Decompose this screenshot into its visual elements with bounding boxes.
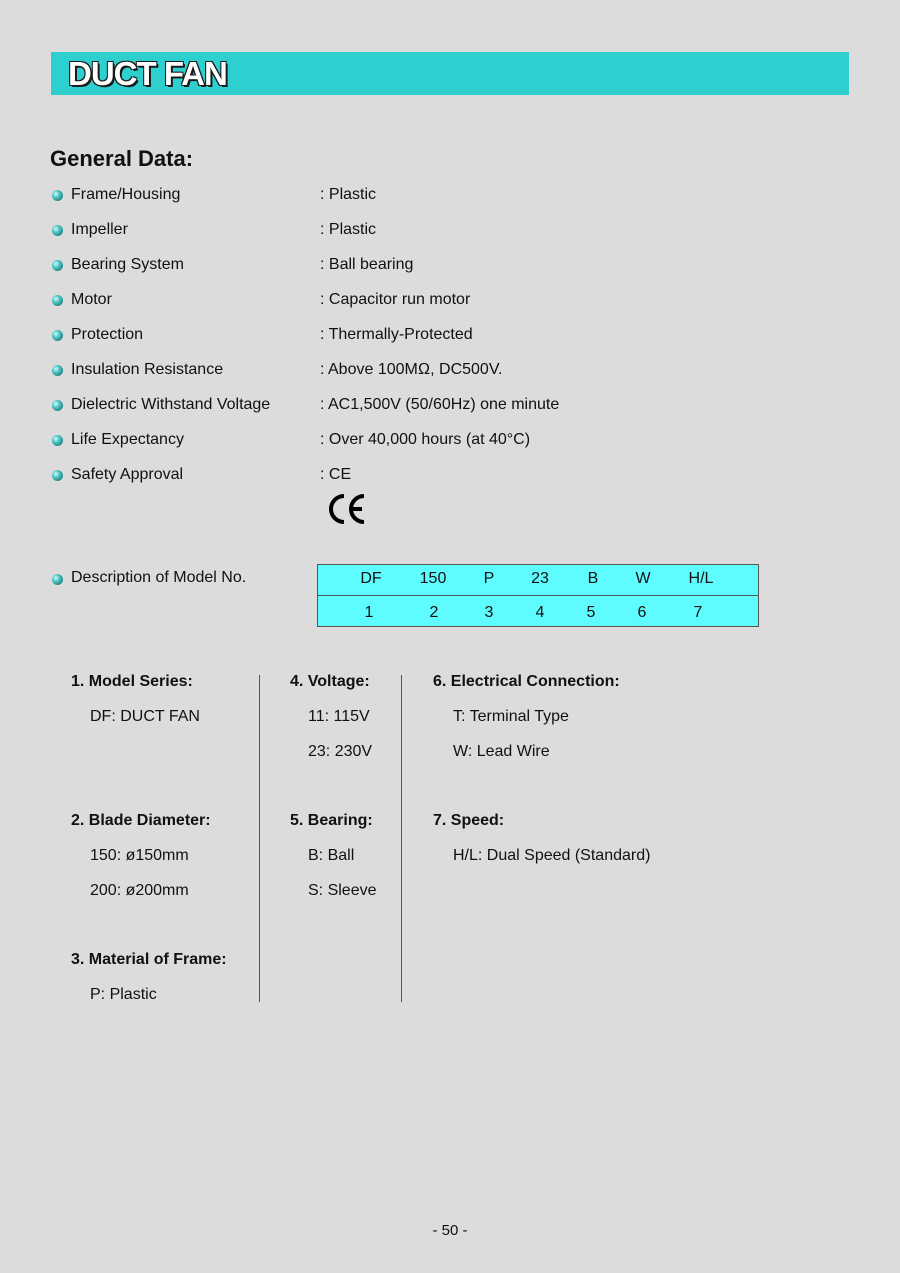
spec-label: Bearing System xyxy=(71,256,184,273)
spec-row xyxy=(50,219,750,254)
spec-row xyxy=(50,289,750,324)
model-index-cell: 2 xyxy=(429,604,439,621)
general-data-heading: General Data: xyxy=(50,146,194,171)
connection-heading: 6. Electrical Connection: xyxy=(433,673,620,690)
spec-value: : Capacitor run motor xyxy=(320,291,471,308)
model-code-cell: H/L xyxy=(688,570,714,587)
page-title: DUCT FAN xyxy=(68,55,227,92)
spec-row xyxy=(50,394,750,429)
page-number: - 50 - xyxy=(432,1222,468,1239)
model-series-heading: 1. Model Series: xyxy=(71,673,193,690)
bullet-icon xyxy=(52,470,63,481)
speed-heading: 7. Speed: xyxy=(433,812,505,829)
material-item: P: Plastic xyxy=(90,986,157,1003)
model-code-cell: DF xyxy=(360,570,382,587)
spec-value: : Ball bearing xyxy=(320,256,414,273)
model-code-cell: W xyxy=(635,570,651,587)
model-label-text: Description of Model No. xyxy=(71,569,247,586)
model-index-cell: 4 xyxy=(535,604,545,621)
table-divider xyxy=(318,595,758,596)
blade-diameter-heading: 2. Blade Diameter: xyxy=(71,812,211,829)
model-code-cell: B xyxy=(587,570,599,587)
spec-row xyxy=(50,359,750,394)
speed-item: H/L: Dual Speed (Standard) xyxy=(453,847,651,864)
bullet-icon xyxy=(52,190,63,201)
model-code-cell: 150 xyxy=(419,570,447,587)
column-divider xyxy=(259,675,260,1002)
model-index-cell: 7 xyxy=(693,604,703,621)
header-banner xyxy=(51,52,849,95)
connection-item: T: Terminal Type xyxy=(453,708,569,725)
spec-value: : Over 40,000 hours (at 40°C) xyxy=(320,431,531,448)
spec-value: : CE xyxy=(320,466,352,483)
bullet-icon xyxy=(52,574,63,585)
model-index-cell: 3 xyxy=(484,604,494,621)
spec-label: Life Expectancy xyxy=(71,431,184,448)
bullet-icon xyxy=(52,435,63,446)
spec-value: : Plastic xyxy=(320,186,377,203)
model-number-table xyxy=(317,564,759,627)
spec-value: : Plastic xyxy=(320,221,377,238)
bearing-item: S: Sleeve xyxy=(308,882,377,899)
bullet-icon xyxy=(52,400,63,411)
blade-diameter-item: 200: ø200mm xyxy=(90,882,189,899)
spec-label: Safety Approval xyxy=(71,466,184,483)
voltage-item: 11: 115V xyxy=(308,708,370,725)
spec-label: Impeller xyxy=(71,221,128,238)
material-heading: 3. Material of Frame: xyxy=(71,951,227,968)
voltage-item: 23: 230V xyxy=(308,743,373,760)
bullet-icon xyxy=(52,365,63,376)
spec-row xyxy=(50,464,750,499)
spec-value: : AC1,500V (50/60Hz) one minute xyxy=(320,396,560,413)
blade-diameter-item: 150: ø150mm xyxy=(90,847,189,864)
spec-value: : Thermally-Protected xyxy=(320,326,473,343)
spec-row xyxy=(50,429,750,464)
model-index-cell: 6 xyxy=(637,604,647,621)
spec-value: : Above 100MΩ, DC500V. xyxy=(320,361,503,378)
bullet-icon xyxy=(52,295,63,306)
spec-label: Motor xyxy=(71,291,112,308)
spec-label: Protection xyxy=(71,326,144,343)
spec-row xyxy=(50,254,750,289)
spec-list xyxy=(50,184,750,499)
spec-row xyxy=(50,184,750,219)
bullet-icon xyxy=(52,260,63,271)
spec-label: Insulation Resistance xyxy=(71,361,224,378)
spec-label: Dielectric Withstand Voltage xyxy=(71,396,271,413)
bearing-item: B: Ball xyxy=(308,847,355,864)
bullet-icon xyxy=(52,330,63,341)
model-index-cell: 5 xyxy=(586,604,596,621)
column-divider xyxy=(401,675,402,1002)
voltage-heading: 4. Voltage: xyxy=(290,673,370,690)
model-code-cell: 23 xyxy=(531,570,549,587)
bullet-icon xyxy=(52,225,63,236)
model-index-cell: 1 xyxy=(364,604,374,621)
model-code-cell: P xyxy=(483,570,495,587)
connection-item: W: Lead Wire xyxy=(453,743,550,760)
spec-row xyxy=(50,324,750,359)
ce-logo-icon xyxy=(327,492,367,526)
spec-label: Frame/Housing xyxy=(71,186,181,203)
bearing-heading: 5. Bearing: xyxy=(290,812,373,829)
model-series-item: DF: DUCT FAN xyxy=(90,708,200,725)
